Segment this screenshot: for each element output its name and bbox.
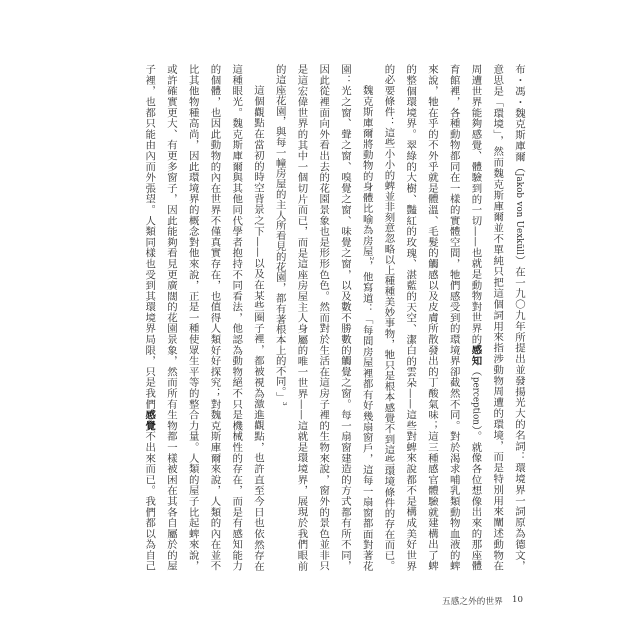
- latin-term-run: perception: [470, 376, 481, 425]
- text-column: [486, 64, 508, 571]
- text-column: [507, 64, 529, 571]
- text-run: ）在一九〇九年所提出並發揚光大的名詞：環境界一詞原為德文，: [513, 254, 525, 571]
- paragraph-end-column: [268, 64, 290, 571]
- text-run: 比其他物種高尚，因此環境界的概念對他來說，正是一種使眾生平等的整合力量。人類的屋子比起蜱來說，: [186, 64, 199, 571]
- text-run: （: [469, 366, 482, 377]
- running-footer-book-title: 五感之外的世界: [442, 597, 503, 607]
- text-run: 的整個環境界。翠綠的大樹、豔紅的玫瑰、湛藍的天空、潔白的雲朵——這些對蜱來說都不是構成美好世界: [404, 64, 417, 571]
- text-run: 育館裡，各種動物都同在一樣的實體空間，牠們感受到的環境界卻截然不同。對於渴求哺乳類動物血液的蜱: [447, 64, 460, 571]
- paragraph-start-column: [355, 64, 377, 571]
- text-run: ）。就像各位想像出來的那座體: [469, 424, 482, 571]
- footnote-marker: 3: [281, 402, 288, 406]
- text-column: [159, 64, 181, 571]
- text-run: 意思是「環境」，然而魏克斯庫爾並不單純只把這個詞用來指涉動物周遭的環境，而是特別用來闡述動物在: [491, 64, 504, 571]
- text-run: 或許確實更大、有更多窗子，因此能夠看見更廣闊的花園景象，然而所有生物都一樣被困在其各自屬於的屋: [165, 64, 177, 571]
- text-column: [377, 64, 399, 571]
- text-column: [464, 64, 486, 571]
- text-column: [312, 64, 334, 571]
- latin-name-run: Jakob von Uexküll: [514, 173, 524, 255]
- text-run: 來說，牠在乎的不外乎就是體溫、毛髮的觸感以及皮膚所散發出的丁酸氣味；這三種感官體驗就建構出了蜱: [426, 64, 438, 571]
- text-column: [399, 64, 421, 571]
- text-column: [138, 64, 160, 571]
- text-column: [420, 64, 442, 571]
- text-column: [442, 64, 464, 571]
- book-page-body-text: [137, 64, 529, 571]
- text-column: [181, 64, 203, 571]
- bold-term: 感覺: [143, 409, 156, 432]
- footnote-marker: 2: [368, 256, 375, 260]
- text-column: [225, 64, 247, 571]
- text-run: 魏克斯庫爾將動物的身體比喻為房屋: [360, 84, 373, 257]
- text-run: 周遭世界能夠感覺、體驗到的一切——也就是動物對世界的: [469, 64, 482, 345]
- text-column: [333, 64, 355, 571]
- text-run: 是這宏偉世界的其中一個切片而已，而是這座房屋主人身屬的唯一世界——這就是環境界，展現於我們眼前: [295, 64, 308, 571]
- text-run: 這種眼光。魏克斯庫爾與其他同代學者抱持不同看法，他認為動物絕不只是機械性的存在，而是有感知能力: [230, 64, 243, 571]
- text-column: [203, 64, 225, 571]
- text-run: 的這座花園，與每一幢房屋的主人所看見的花園，都有著根本上的不同。」: [273, 64, 286, 402]
- text-run: 的個體，也因此動物的內在世界不僅真實存在，也值得人類好好探究；對魏克斯庫爾來說，人類的內在並不: [208, 64, 221, 571]
- text-run: ，他寫道：「每間房屋裡都有好幾扇窗戶，這每一扇窗都面對著花: [360, 259, 373, 571]
- bold-term: 感知: [469, 344, 482, 367]
- page-number: 10: [512, 595, 523, 605]
- text-run: 布・馮・魏克斯庫爾（: [513, 64, 525, 174]
- text-column: [290, 64, 312, 571]
- text-run: 的必要條件：這些小小的蜱並非刻意忽略以上種種美妙事物，牠只是根本感覺不到這些環境條件的存在而已。: [382, 64, 395, 571]
- paragraph-start-column: [246, 64, 268, 571]
- text-run: 這個觀點在當初的時空背景之下——以及在某些圈子裡，都被視為激進觀點，也許直至今日也依然存在: [252, 84, 264, 571]
- text-run: 園：光之窗、聲之窗、嗅覺之窗、味覺之窗，以及數不勝數的觸覺之窗。每一扇窗建造的方式都有所不同，: [339, 64, 351, 571]
- text-run: 子裡，也都只能由內而外張望。人類同樣也受到其環境界局限，只是我們: [143, 64, 156, 410]
- text-run: 不出來而已。我們都以為自己: [143, 431, 156, 571]
- text-run: 因此從裡面向外看出去的花園景象也是形形色色。然而對於生活在這房子裡的生物來說，窗外的景色並非只: [317, 64, 330, 571]
